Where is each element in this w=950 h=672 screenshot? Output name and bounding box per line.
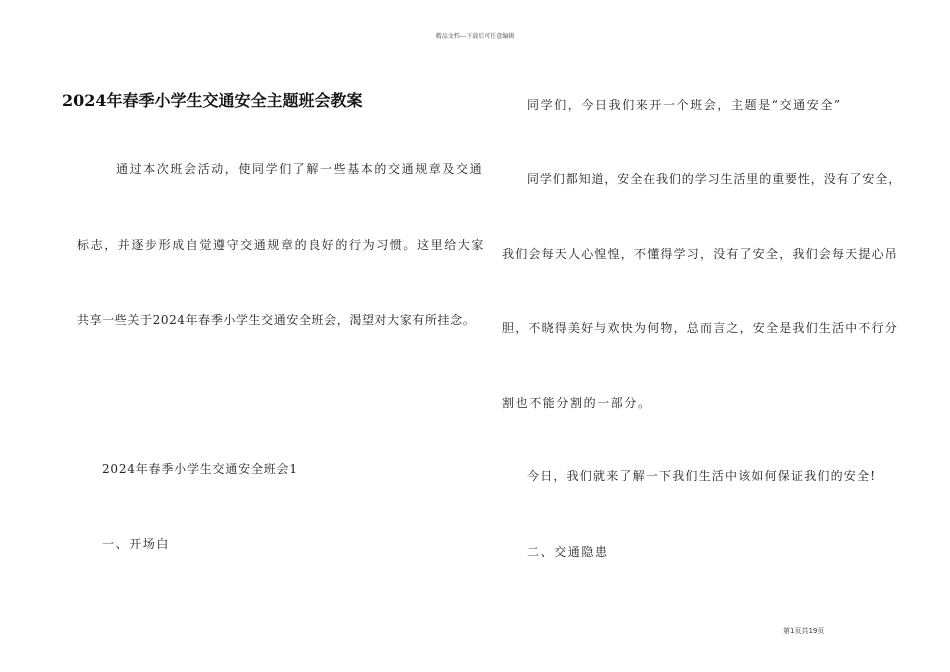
header-note: 精品文档---下载后可任意编辑	[435, 33, 515, 40]
section-heading-hazards: 二、交通隐患	[527, 545, 609, 559]
section-heading-opening: 一、开场白	[102, 537, 171, 551]
intro-line-3: 共享一些关于2024年春季小学生交通安全班会，渴望对大家有所挂念。	[77, 313, 476, 327]
right-line-4: 胆，不晓得美好与欢快为何物，总而言之，安全是我们生活中不行分	[502, 321, 899, 335]
intro-line-1: 通过本次班会活动，使同学们了解一些基本的交通规章及交通	[116, 162, 484, 176]
intro-line-2: 标志，并逐步形成自觉遵守交通规章的良好的行为习惯。这里给大家	[77, 238, 486, 252]
right-line-5: 割也不能分割的一部分。	[502, 396, 652, 410]
right-line-1: 同学们，今日我们来开一个班会，主题是“交通安全”	[527, 98, 842, 112]
right-line-3: 我们会每天人心惶惶，不懂得学习，没有了安全，我们会每天提心吊	[502, 247, 899, 261]
right-line-6: 今日，我们就来了解一下我们生活中该如何保证我们的安全!	[527, 469, 877, 483]
subtitle: 2024年春季小学生交通安全班会1	[102, 462, 298, 476]
right-line-2: 同学们都知道，安全在我们的学习生活里的重要性，没有了安全，	[527, 172, 902, 186]
document-title: 2024年春季小学生交通安全主题班会教案	[62, 91, 363, 110]
page-number-footer: 第1页共19页	[783, 627, 825, 635]
